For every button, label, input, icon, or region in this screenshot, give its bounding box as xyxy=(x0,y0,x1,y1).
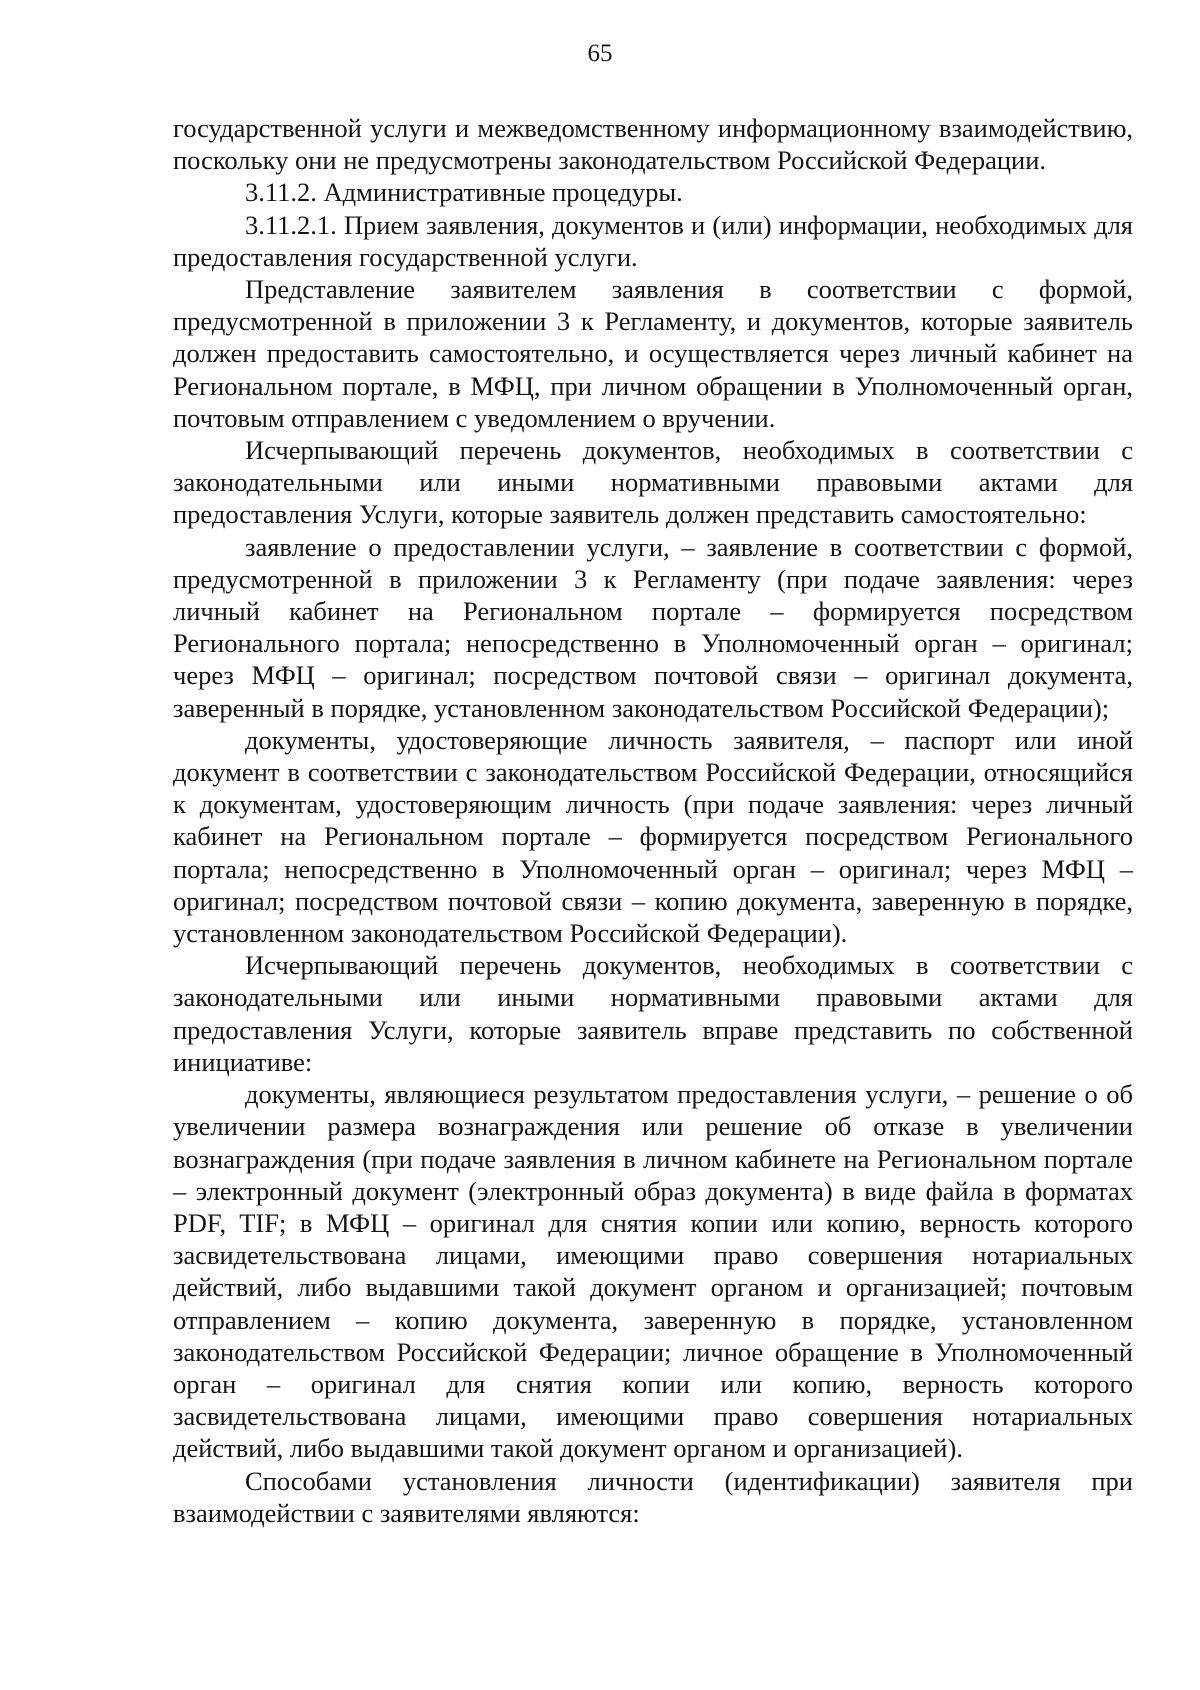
page-number: 65 xyxy=(587,40,613,67)
paragraph-optional-documents-intro: Исчерпывающий перечень документов, необходимых в соответствии с законодательными или иными нормативными правовыми актами для предоставления Услуги, которые заявитель вправе представить по собственной инициативе: xyxy=(173,950,1133,1077)
list-item-application: заявление о предоставлении услуги, – заявление в соответствии с формой, предусмотренной в приложении 3 к Регламенту (при подаче заявления: через личный кабинет на Региональном портале – формируется посредством Регионального портала; непосредственно в Уполномоченный орган – оригинал; через МФЦ – оригинал; посредством почтовой связи – оригинал документа, заверенный в порядке, установленном законодательством Российской Федерации); xyxy=(173,531,1133,723)
section-heading-3-11-2-1: 3.11.2.1. Прием заявления, документов и (или) информации, необходимых для предоставления государственной услуги. xyxy=(173,209,1133,272)
body-text xyxy=(173,112,1133,1529)
section-heading-3-11-2: 3.11.2. Административные процедуры. xyxy=(245,177,683,208)
paragraph-continuation: государственной услуги и межведомственному информационному взаимодействию, поскольку они не предусмотрены законодательством Российской Федерации. xyxy=(173,113,1133,176)
paragraph-required-documents-intro: Исчерпывающий перечень документов, необходимых в соответствии с законодательными или иными нормативными правовыми актами для предоставления Услуги, которые заявитель должен представить самостоятельно: xyxy=(173,435,1133,530)
paragraph-identification-methods: Способами установления личности (идентификации) заявителя при взаимодействии с заявителями являются: xyxy=(173,1465,1133,1528)
list-item-result-documents: документы, являющиеся результатом предоставления услуги, – решение о об увеличении размера вознаграждения или решение об отказе в увеличении вознаграждения (при подаче заявления в личном кабинете на Региональном портале – электронный документ (электронный образ документа) в виде файла в форматах PDF, TIF; в МФЦ – оригинал для снятия копии или копию, верность которого засвидетельствована лицами, имеющими право совершения нотариальных действий, либо выдавшими такой документ органом и организацией; почтовым отправлением – копию документа, заверенную в порядке, установленном законодательством Российской Федерации; личное обращение в Уполномоченный орган – оригинал для снятия копии или копию, верность которого засвидетельствована лицами, имеющими право совершения нотариальных действий, либо выдавшими такой документ органом и организацией). xyxy=(173,1079,1133,1464)
list-item-identity-documents: документы, удостоверяющие личность заявителя, – паспорт или иной документ в соответствии с законодательством Российской Федерации, относящийся к документам, удостоверяющим личность (при подаче заявления: через личный кабинет на Региональном портале – формируется посредством Регионального портала; непосредственно в Уполномоченный орган – оригинал; через МФЦ – оригинал; посредством почтовой связи – копию документа, заверенную в порядке, установленном законодательством Российской Федерации). xyxy=(173,724,1133,949)
paragraph-submission-methods: Представление заявителем заявления в соответствии с формой, предусмотренной в приложении 3 к Регламенту, и документов, которые заявитель должен предоставить самостоятельно, и осуществляется через личный кабинет на Региональном портале, в МФЦ, при личном обращении в Уполномоченный орган, почтовым отправлением с уведомлением о вручении. xyxy=(173,274,1133,433)
